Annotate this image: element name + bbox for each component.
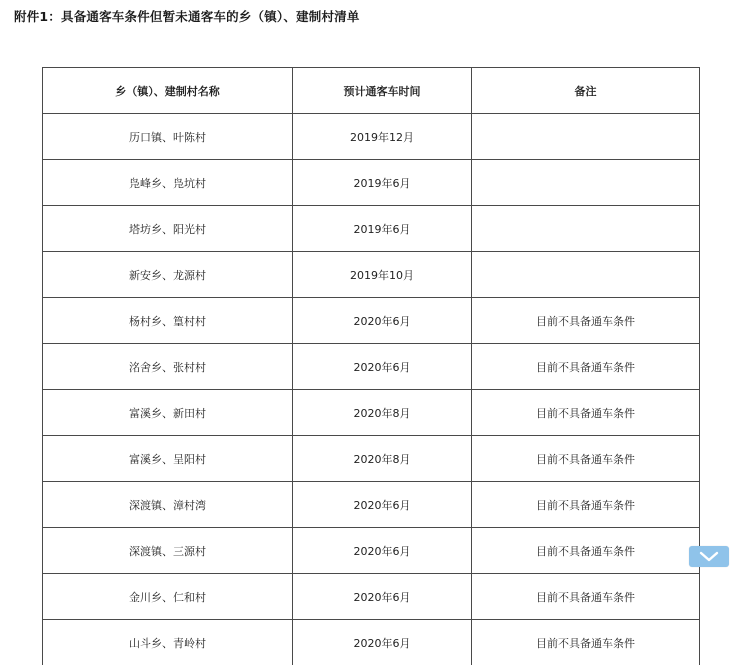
header-note: 备注 — [472, 68, 700, 114]
cell-name: 山斗乡、青岭村 — [43, 620, 293, 666]
cell-time: 2020年6月 — [293, 620, 472, 666]
document-title: 附件1：具备通客车条件但暂未通客车的乡（镇）、建制村清单 — [14, 9, 360, 24]
header-time: 预计通客车时间 — [293, 68, 472, 114]
cell-time: 2020年6月 — [293, 528, 472, 574]
table-row — [43, 206, 700, 252]
table-row — [43, 436, 700, 482]
cell-time: 2019年6月 — [293, 160, 472, 206]
table-row — [43, 298, 700, 344]
cell-name: 新安乡、龙源村 — [43, 252, 293, 298]
cell-time: 2020年6月 — [293, 482, 472, 528]
table-row — [43, 160, 700, 206]
cell-note: 目前不具备通车条件 — [472, 436, 700, 482]
cell-time: 2020年6月 — [293, 574, 472, 620]
cell-note — [472, 114, 700, 160]
village-list-table-container — [42, 67, 699, 665]
table-row — [43, 574, 700, 620]
cell-time: 2020年8月 — [293, 390, 472, 436]
cell-note: 目前不具备通车条件 — [472, 344, 700, 390]
table-row — [43, 252, 700, 298]
cell-name: 富溪乡、呈阳村 — [43, 436, 293, 482]
cell-name: 富溪乡、新田村 — [43, 390, 293, 436]
cell-time: 2020年8月 — [293, 436, 472, 482]
cell-note — [472, 252, 700, 298]
cell-time: 2019年12月 — [293, 114, 472, 160]
cell-name: 塔坊乡、阳光村 — [43, 206, 293, 252]
cell-note: 目前不具备通车条件 — [472, 574, 700, 620]
cell-name: 历口镇、叶陈村 — [43, 114, 293, 160]
table-row — [43, 344, 700, 390]
cell-note: 目前不具备通车条件 — [472, 298, 700, 344]
village-list-table — [42, 67, 700, 665]
header-name: 乡（镇）、建制村名称 — [43, 68, 293, 114]
cell-note: 目前不具备通车条件 — [472, 620, 700, 666]
table-row — [43, 390, 700, 436]
scroll-down-button[interactable] — [689, 546, 729, 567]
cell-note — [472, 206, 700, 252]
cell-note: 目前不具备通车条件 — [472, 390, 700, 436]
cell-note: 目前不具备通车条件 — [472, 528, 700, 574]
table-header-row — [43, 68, 700, 114]
cell-name: 深渡镇、三源村 — [43, 528, 293, 574]
cell-time: 2019年10月 — [293, 252, 472, 298]
table-row — [43, 114, 700, 160]
cell-time: 2020年6月 — [293, 344, 472, 390]
table-row — [43, 620, 700, 666]
cell-name: 杨村乡、篁村村 — [43, 298, 293, 344]
table-row — [43, 482, 700, 528]
cell-time: 2019年6月 — [293, 206, 472, 252]
chevron-down-icon — [698, 551, 720, 563]
table-row — [43, 528, 700, 574]
cell-name: 凫峰乡、凫坑村 — [43, 160, 293, 206]
cell-name: 洺舍乡、张村村 — [43, 344, 293, 390]
cell-note: 目前不具备通车条件 — [472, 482, 700, 528]
cell-name: 深渡镇、漳村湾 — [43, 482, 293, 528]
cell-name: 金川乡、仁和村 — [43, 574, 293, 620]
cell-note — [472, 160, 700, 206]
cell-time: 2020年6月 — [293, 298, 472, 344]
